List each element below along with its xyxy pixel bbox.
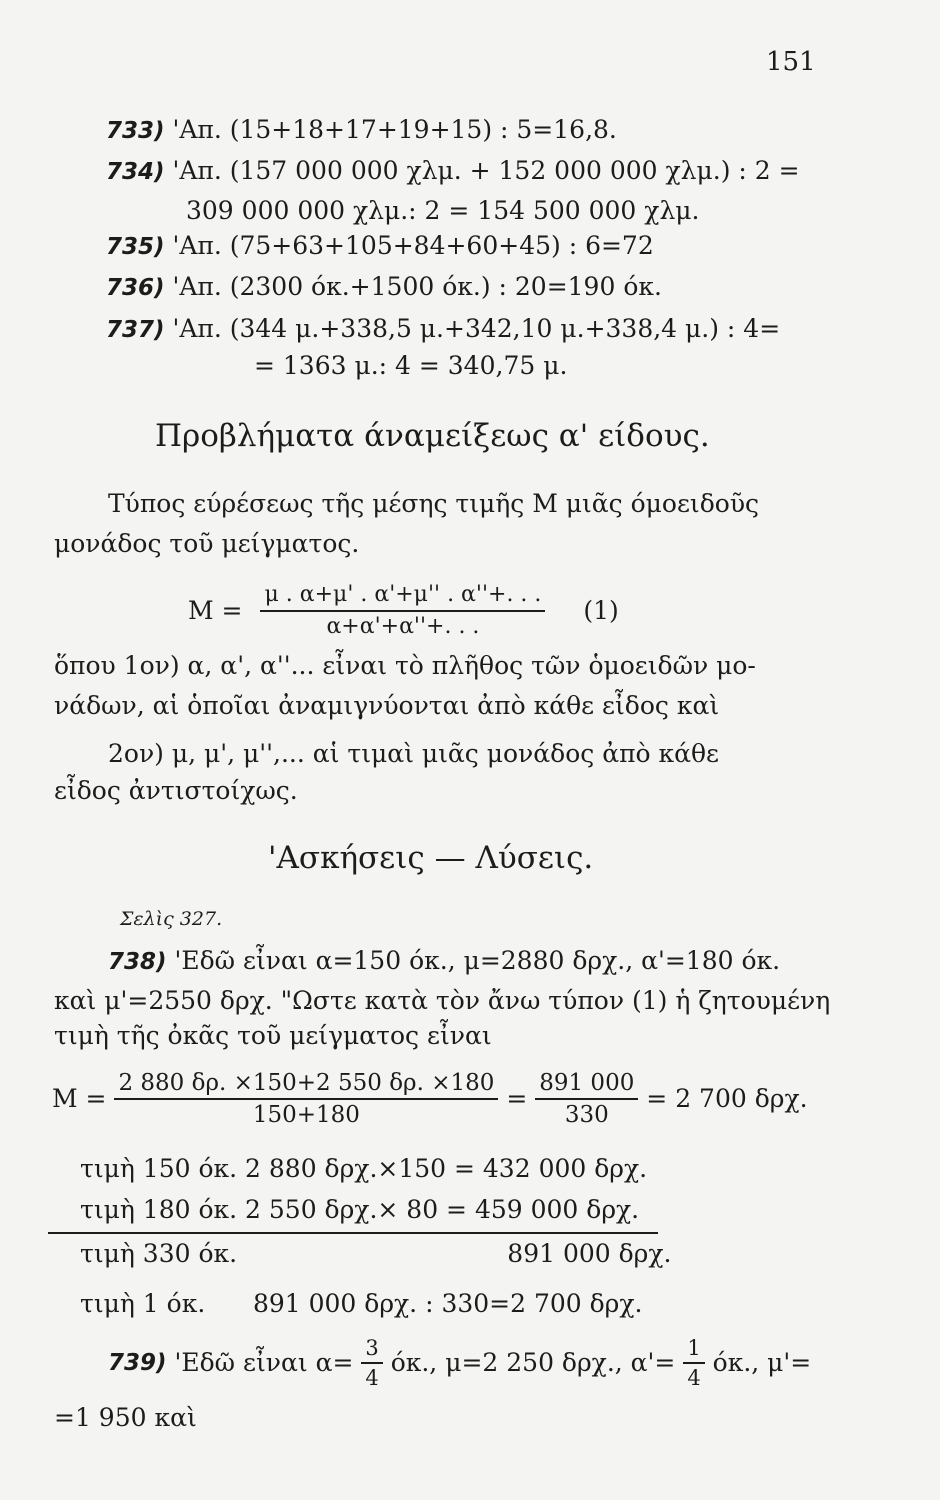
- answer-737-cont: = 1363 μ.: 4 = 340,75 μ.: [254, 351, 568, 380]
- answer-text: 'Απ. (2300 όκ.+1500 όκ.) : 20=190 όκ.: [172, 272, 662, 301]
- price-row: τιμὴ 330 όκ. 891 000 δρχ.: [80, 1239, 672, 1268]
- fraction-three-quarters: [361, 1334, 382, 1392]
- exercise-text: όκ., μ'=: [712, 1348, 812, 1377]
- price-row: τιμὴ 180 όκ. 2 550 δρχ.× 80 = 459 000 δρχ.: [80, 1195, 640, 1224]
- exercise-739: [108, 1334, 811, 1392]
- definition-line: 2ον) μ, μ', μ'',... αἱ τιμαὶ μιᾶς μονάδος ἀπὸ κάθε: [108, 739, 720, 768]
- calc-numerator-1: 2 880 δρ. ×150+2 550 δρ. ×180: [114, 1068, 498, 1100]
- fraction-denominator: 4: [687, 1366, 701, 1390]
- answer-735: [106, 230, 654, 263]
- formula-fraction: [260, 580, 545, 642]
- item-number: 739): [108, 1350, 167, 1376]
- price-row: τιμὴ 1 όκ. 891 000 δρχ. : 330=2 700 δρχ.: [80, 1289, 643, 1318]
- answer-737: [106, 313, 780, 346]
- formula-lhs: M =: [188, 596, 243, 625]
- definition-line: νάδων, αἱ ὁποῖαι ἀναμιγνύονται ἀπὸ κάθε εἶδος καὶ: [54, 691, 720, 720]
- exercise-text-line: τιμὴ τῆς ὀκᾶς τοῦ μείγματος εἶναι: [54, 1021, 492, 1050]
- section-heading: Προβλήματα άναμείξεως α' είδους.: [155, 418, 710, 454]
- exercise-text: 'Εδῶ εἶναι α=150 όκ., μ=2880 δρχ., α'=180 όκ.: [174, 946, 781, 975]
- fraction-numerator: 3: [361, 1334, 382, 1364]
- exercises-heading: 'Ασκήσεις — Λύσεις.: [268, 840, 594, 876]
- item-number: 737): [106, 317, 165, 343]
- answer-736: [106, 271, 662, 304]
- calc-fraction-1: [114, 1068, 498, 1130]
- formula-intro-line: μονάδος τοῦ μείγματος.: [54, 529, 360, 558]
- answer-733: [106, 114, 617, 147]
- answer-text: 'Απ. (75+63+105+84+60+45) : 6=72: [172, 231, 654, 260]
- fraction-denominator: 4: [365, 1366, 379, 1390]
- calc-equals: =: [506, 1084, 528, 1113]
- exercise-text: 'Εδῶ εἶναι α=: [174, 1348, 354, 1377]
- item-number: 738): [108, 949, 167, 975]
- mean-formula: [188, 580, 619, 642]
- answer-734-cont: 309 000 000 χλμ.: 2 = 154 500 000 χλμ.: [186, 196, 700, 225]
- calc-fraction-2: [535, 1068, 638, 1130]
- calc-lhs: M =: [52, 1084, 107, 1113]
- fraction-one-quarter: [683, 1334, 704, 1392]
- page-number: 151: [766, 47, 816, 77]
- price-row: τιμὴ 150 όκ. 2 880 δρχ.×150 = 432 000 δρχ.: [80, 1154, 648, 1183]
- item-number: 736): [106, 275, 165, 301]
- formula-label: (1): [583, 596, 619, 625]
- calc-denominator-2: 330: [564, 1102, 609, 1128]
- item-number: 735): [106, 234, 165, 260]
- mean-calculation: [52, 1068, 808, 1130]
- definition-line: εἶδος ἀντιστοίχως.: [54, 776, 298, 805]
- formula-intro-line: Τύπος εύρέσεως τῆς μέσης τιμῆς Μ μιᾶς όμοειδοῦς: [108, 489, 760, 518]
- exercise-text: όκ., μ=2 250 δρχ., α'=: [390, 1348, 676, 1377]
- calc-denominator-1: 150+180: [252, 1102, 360, 1128]
- formula-numerator: μ . α+μ' . α'+μ'' . α''+. . .: [260, 580, 545, 612]
- answer-text: 'Απ. (157 000 000 χλμ. + 152 000 000 χλμ.) : 2 =: [172, 156, 800, 185]
- formula-denominator: α+α'+α''+. . .: [326, 614, 480, 639]
- exercise-738: [108, 945, 780, 978]
- exercise-text-line: καὶ μ'=2550 δρχ. "Ωστε κατὰ τὸν ἄνω τύπον (1) ἡ ζητουμένη: [54, 986, 831, 1015]
- calc-result: = 2 700 δρχ.: [646, 1084, 808, 1113]
- answer-text: 'Απ. (15+18+17+19+15) : 5=16,8.: [172, 115, 617, 144]
- fraction-numerator: 1: [683, 1334, 704, 1364]
- item-number: 734): [106, 159, 165, 185]
- calc-numerator-2: 891 000: [535, 1068, 638, 1100]
- exercise-text-line: =1 950 καὶ: [54, 1403, 197, 1432]
- answer-734: [106, 155, 800, 188]
- sum-rule: [48, 1232, 658, 1234]
- definition-line: ὅπου 1ον) α, α', α''... εἶναι τὸ πλῆθος τῶν ὁμοειδῶν μο-: [54, 651, 756, 680]
- page-reference: Σελὶς 327.: [120, 908, 223, 930]
- answer-text: 'Απ. (344 μ.+338,5 μ.+342,10 μ.+338,4 μ.) : 4=: [172, 314, 781, 343]
- item-number: 733): [106, 118, 165, 144]
